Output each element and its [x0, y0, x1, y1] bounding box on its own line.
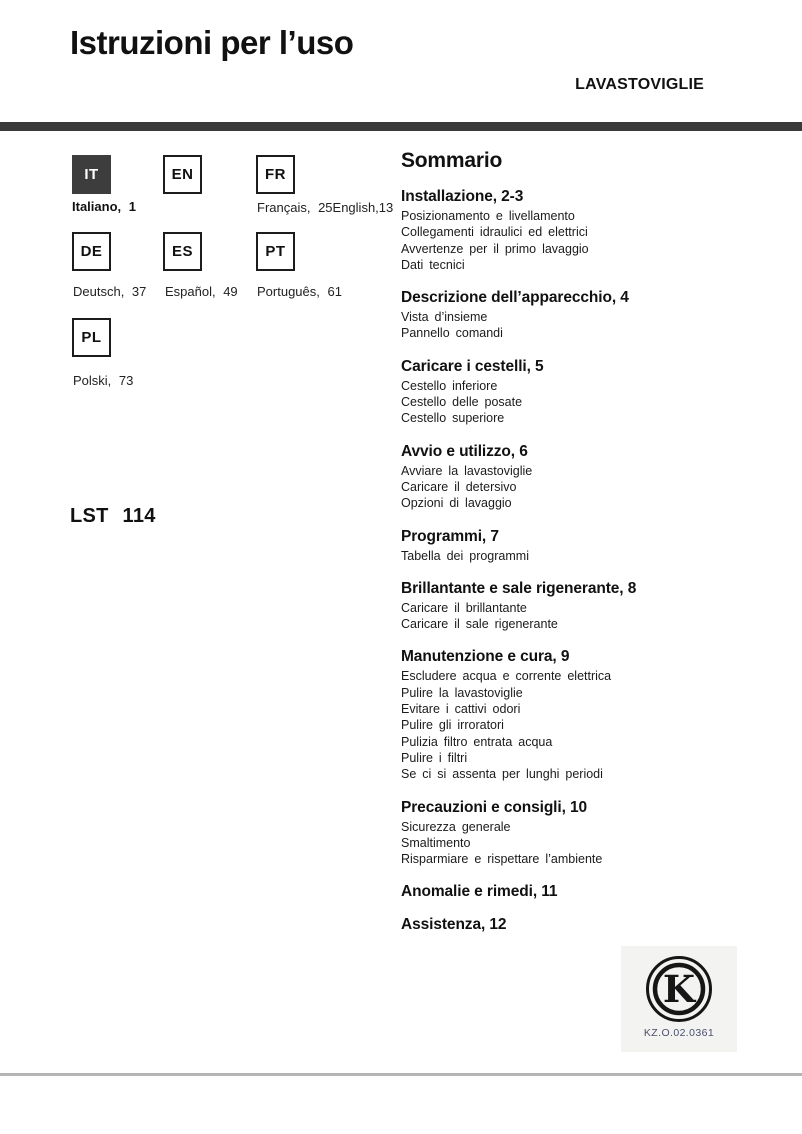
toc-item: Cestello superiore: [401, 411, 505, 426]
language-label-polski: Polski, 73: [73, 373, 134, 388]
toc-section-avvio: [401, 443, 666, 512]
toc-item: Vista d’insieme: [401, 310, 488, 325]
toc-section-descrizione: [401, 289, 666, 342]
toc-item: Pulire gli irroratori: [401, 718, 504, 733]
language-label-italiano: Italiano, 1: [72, 199, 136, 214]
toc-item: Escludere acqua e corrente elettrica: [401, 669, 612, 684]
toc-section-anomalie: [401, 883, 666, 900]
kz-conformity-mark-icon: [643, 953, 715, 1025]
language-label-portugues: Português, 61: [257, 284, 342, 299]
toc-section-brillantante: [401, 580, 666, 633]
toc-item: Collegamenti idraulici ed elettrici: [401, 225, 588, 240]
toc-item: Se ci si assenta per lunghi periodi: [401, 767, 603, 782]
certification-badge: [621, 946, 737, 1052]
toc-item: Evitare i cattivi odori: [401, 702, 521, 717]
certification-code: KZ.O.02.0361: [643, 1027, 715, 1039]
toc-section-manutenzione: [401, 648, 666, 782]
product-type-label: LAVASTOVIGLIE: [575, 76, 704, 93]
toc-item: Cestello inferiore: [401, 378, 498, 393]
language-box-fr: FR: [256, 155, 295, 194]
language-box-pl: PL: [72, 318, 111, 357]
toc-item: Avviare la lavastoviglie: [401, 463, 533, 478]
language-label-deutsch: Deutsch, 37: [73, 284, 147, 299]
toc-item: Pulire i filtri: [401, 750, 468, 765]
toc-section-title: Installazione, 2-3: [401, 188, 524, 205]
language-box-de: DE: [72, 232, 111, 271]
toc-item: Avvertenze per il primo lavaggio: [401, 241, 589, 256]
toc-section-title: Programmi, 7: [401, 527, 499, 545]
language-box-es: ES: [163, 232, 202, 271]
toc-item: Smaltimento: [401, 835, 471, 850]
toc-item: Pulizia filtro entrata acqua: [401, 734, 553, 749]
toc-section-title: Precauzioni e consigli, 10: [401, 798, 588, 816]
toc-heading: Sommario: [401, 149, 503, 172]
toc-item: Sicurezza generale: [401, 819, 511, 834]
toc-section-title: Anomalie e rimedi, 11: [401, 883, 558, 901]
page-title: Istruzioni per l’uso: [70, 24, 354, 61]
header-divider-bar: [0, 122, 802, 131]
toc-section-title: Brillantante e sale rigenerante, 8: [401, 579, 637, 597]
toc-section-installazione: [401, 188, 666, 273]
language-box-en: EN: [163, 155, 202, 194]
language-label-francais-english: Français, 25English,13: [257, 200, 394, 215]
toc-item: Dati tecnici: [401, 257, 465, 272]
toc-section-title: Avvio e utilizzo, 6: [401, 442, 528, 460]
toc-item: Tabella dei programmi: [401, 548, 529, 563]
svg-text:K: K: [662, 967, 696, 1011]
toc-section-title: Manutenzione e cura, 9: [401, 648, 570, 666]
toc-item: Caricare il sale rigenerante: [401, 617, 558, 632]
toc-item: Pannello comandi: [401, 326, 503, 341]
table-of-contents: [401, 150, 666, 936]
toc-section-title: Assistenza, 12: [401, 916, 507, 934]
footer-divider-line: [0, 1073, 802, 1076]
toc-item: Caricare il brillantante: [401, 600, 527, 615]
toc-item: Caricare il detersivo: [401, 479, 517, 494]
language-box-it: IT: [72, 155, 111, 194]
toc-section-assistenza: [401, 916, 666, 933]
toc-item: Pulire la lavastoviglie: [401, 685, 523, 700]
toc-item: Opzioni di lavaggio: [401, 496, 512, 511]
toc-section-title: Caricare i cestelli, 5: [401, 357, 544, 375]
model-number: LST 114: [70, 505, 156, 527]
language-box-pt: PT: [256, 232, 295, 271]
toc-section-programmi: [401, 528, 666, 564]
toc-section-precauzioni: [401, 799, 666, 868]
toc-section-title: Descrizione dell’apparecchio, 4: [401, 289, 629, 307]
toc-item: Cestello delle posate: [401, 395, 523, 410]
toc-item: Posizionamento e livellamento: [401, 209, 575, 223]
language-label-espanol: Español, 49: [165, 284, 238, 299]
toc-section-caricare-cestelli: [401, 358, 666, 427]
toc-item: Risparmiare e rispettare l’ambiente: [401, 852, 603, 867]
